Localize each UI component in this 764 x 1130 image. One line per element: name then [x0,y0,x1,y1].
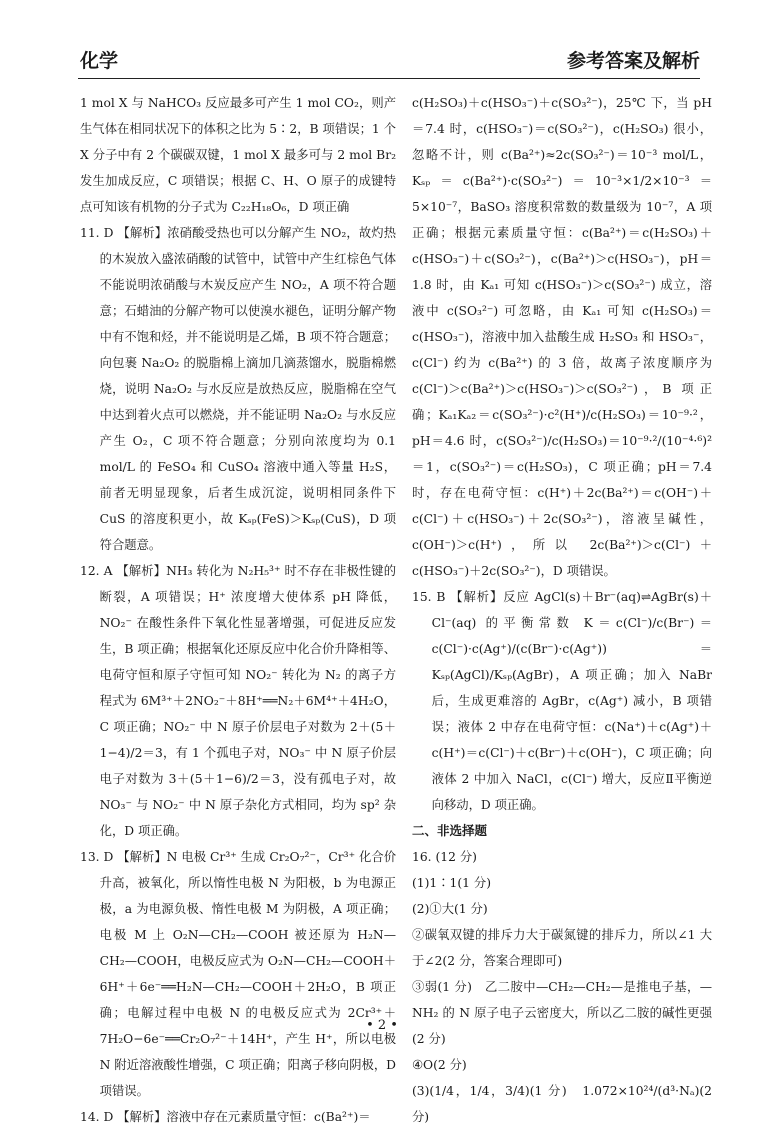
answer-paragraph: ④O(2 分) [412,1058,467,1072]
answer-paragraph: 11. D 【解析】浓硝酸受热也可以分解产生 NO₂，故灼热的木炭放入盛浓硝酸的试管中，试管中产生红棕色气体不能说明浓硝酸与木炭反应产生 NO₂，A 项不符合题意；石蜡油的分解产物可以使溴水褪色，证明分解产物中有不饱和烃，并不能说明是乙烯，B 项不符合题意；向包裹 Na₂O₂ 的脱脂棉上滴加几滴蒸馏水，脱脂棉燃烧，说明 Na₂O₂ 与水反应是放热反应，脱脂棉在空气中达到着火点可以燃烧，并不能证明 Na₂O₂ 与水反应产生 O₂，C 项不符合题意；分别向浓度均为 0.1 mol/L 的 FeSO₄ 和 CuSO₄ 溶液中通入等量 H₂S，前者无明显现象，后者生成沉淀，说明相同条件下 CuS 的溶度积更小，故 Kₛₚ(FeS)＞Kₛₚ(CuS)，D 项符合题意。 [80,226,396,552]
answer-paragraph: c(H₂SO₃)＋c(HSO₃⁻)＋c(SO₃²⁻)，25℃ 下，当 pH＝7.4 时，c(HSO₃⁻)＝c(SO₃²⁻)，c(H₂SO₃) 很小，忽略不计，则 c(Ba²⁺)≈2c(SO₃²⁻)＝10⁻³ mol/L，Kₛₚ＝c(Ba²⁺)·c(SO₃²⁻)＝10⁻³×1/2×10⁻³＝5×10⁻⁷，BaSO₃ 溶度积常数的数量级为 10⁻⁷，A 项正确；根据元素质量守恒：c(Ba²⁺)＝c(H₂SO₃)＋c(HSO₃⁻)＋c(SO₃²⁻)，c(Ba²⁺)＞c(HSO₃⁻)，pH＝1.8 时，由 Kₐ₁ 可知 c(HSO₃⁻)＞c(SO₃²⁻) 成立，溶液中 c(SO₃²⁻) 可忽略，由 Kₐ₁ 可知 c(H₂SO₃)＝c(HSO₃⁻)，溶液中加入盐酸生成 H₂SO₃ 和 HSO₃⁻，c(Cl⁻) 约为 c(Ba²⁺) 的 3 倍，故离子浓度顺序为 c(Cl⁻)＞c(Ba²⁺)＞c(HSO₃⁻)＞c(SO₃²⁻)，B 项正确；Kₐ₁Kₐ₂＝c(SO₃²⁻)·c²(H⁺)/c(H₂SO₃)＝10⁻⁹·²，pH＝4.6 时，c(SO₃²⁻)/c(H₂SO₃)＝10⁻⁹·²/(10⁻⁴·⁶)²＝1，c(SO₃²⁻)＝c(H₂SO₃)，C 项正确；pH＝7.4 时，存在电荷守恒：c(H⁺)＋2c(Ba²⁺)＝c(OH⁻)＋c(Cl⁻)＋c(HSO₃⁻)＋2c(SO₃²⁻)，溶液呈碱性，c(OH⁻)＞c(H⁺)，所以 2c(Ba²⁺)＞c(Cl⁻)＋c(HSO₃⁻)＋2c(SO₃²⁻)，D 项错误。 [412,96,712,578]
answer-paragraph: 14. D 【解析】溶液中存在元素质量守恒：c(Ba²⁺)＝ [80,1110,371,1124]
answer-paragraph: 16. (12 分) [412,850,477,864]
answer-paragraph: 13. D 【解析】N 电极 Cr³⁺ 生成 Cr₂O₇²⁻，Cr³⁺ 化合价升高，被氧化，所以惰性电极 N 为阳极，b 为电源正极，a 为电源负极、惰性电极 M 为阴极，A 项正确；电极 M 上 O₂N—CH₂—COOH 被还原为 H₂N—CH₂—COOH，电极反应式为 O₂N—CH₂—COOH＋6H⁺＋6e⁻══H₂N—CH₂—COOH＋2H₂O，B 项正确；电解过程中电极 N 的电极反应式为 2Cr³⁺＋7H₂O−6e⁻══Cr₂O₇²⁻＋14H⁺，产生 H⁺，所以电极 N 附近溶液酸性增强，C 项正确；阳离子移向阴极，D 项错误。 [80,850,396,1098]
section-heading: 二、非选择题 [412,823,488,838]
page-number: • 2 • [366,1018,398,1033]
page-header [80,46,700,74]
answer-paragraph: (1)1∶1(1 分) [412,876,491,890]
subject-label: 化学 [80,50,119,72]
answer-paragraph: 12. A 【解析】NH₃ 转化为 N₂H₅³⁺ 时不存在非极性键的断裂，A 项错误；H⁺ 浓度增大使体系 pH 降低，NO₂⁻ 在酸性条件下氧化性显著增强，可促进反应发生，B 项正确；根据氧化还原反应中化合价升降相等、电荷守恒和原子守恒可知 NO₂⁻ 转化为 N₂ 的离子方程式为 6M³⁺＋2NO₂⁻＋8H⁺══N₂＋6M⁴⁺＋4H₂O，C 项正确；NO₂⁻ 中 N 原子价层电子对数为 2＋(5＋1−4)/2＝3，有 1 个孤电子对，NO₃⁻ 中 N 原子价层电子对数为 3＋(5＋1−6)/2＝3，没有孤电子对，故 NO₃⁻ 与 NO₂⁻ 中 N 原子杂化方式相同，均为 sp² 杂化，D 项正确。 [80,564,396,838]
answer-paragraph: ②碳氧双键的排斥力大于碳氮键的排斥力，所以∠1 大于∠2(2 分，答案合理即可) [412,928,712,968]
answer-paragraph: ③弱(1 分) 乙二胺中—CH₂—CH₂—是推电子基，—NH₂ 的 N 原子电子云密度大，所以乙二胺的碱性更强(2 分) [412,980,712,1046]
answer-paragraph: 15. B 【解析】反应 AgCl(s)＋Br⁻(aq)⇌AgBr(s)＋Cl⁻(aq) 的平衡常数 K＝c(Cl⁻)/c(Br⁻)＝c(Cl⁻)·c(Ag⁺)/(c(Br⁻)·c(Ag⁺))＝Kₛₚ(AgCl)/Kₛₚ(AgBr)，A 项正确；加入 NaBr 后，生成更难溶的 AgBr，c(Ag⁺) 减小，B 项错误；液体 2 中存在电荷守恒：c(Na⁺)＋c(Ag⁺)＋c(H⁺)＝c(Cl⁻)＋c(Br⁻)＋c(OH⁻)，C 项正确；向液体 2 中加入 NaCl，c(Cl⁻) 增大，反应Ⅱ平衡逆向移动，D 项正确。 [412,590,712,812]
answer-paragraph: (3)(1/4，1/4，3/4)(1 分) 1.072×10²⁴/(d³·Nₐ)(2 分) [412,1084,712,1124]
left-column [80,90,396,1130]
header-rule [78,78,700,79]
right-column [412,90,712,1130]
answer-paragraph: (2)①大(1 分) [412,902,488,916]
header-title: 参考答案及解析 [566,50,700,72]
answer-paragraph: 1 mol X 与 NaHCO₃ 反应最多可产生 1 mol CO₂，则产生气体在相同状况下的体积之比为 5∶2，B 项错误；1 个 X 分子中有 2 个碳碳双键，1 mol X 最多可与 2 mol Br₂ 发生加成反应，C 项错误；根据 C、H、O 原子的成键特点可知该有机物的分子式为 C₂₂H₁₈O₆，D 项正确 [80,96,396,214]
